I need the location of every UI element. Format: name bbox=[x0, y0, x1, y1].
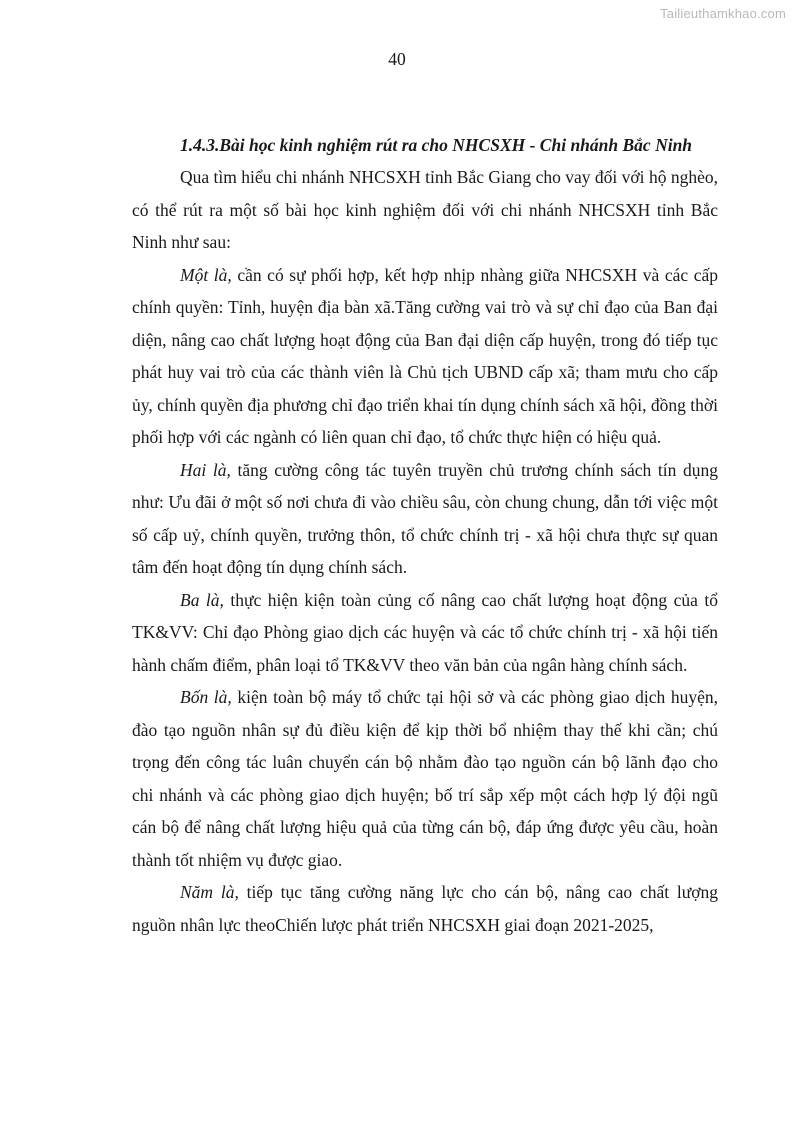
lesson-paragraph-2 bbox=[132, 454, 718, 584]
lesson-lead-2: Hai là, bbox=[180, 459, 231, 480]
lesson-paragraph-3 bbox=[132, 584, 718, 682]
page-number: 40 bbox=[388, 49, 406, 69]
section-heading: 1.4.3.Bài học kinh nghiệm rút ra cho NHCSXH - Chi nhánh Bắc Ninh bbox=[180, 135, 693, 155]
lesson-lead-5: Năm là, bbox=[180, 882, 239, 902]
lesson-text-4: kiện toàn bộ máy tổ chức tại hội sở và các phòng giao dịch huyện, đào tạo nguồn nhân sự đủ điều kiện để kịp thời bổ nhiệm thay thế khi cần; chú trọng đến công tác luân chuyển cán bộ nhằm đào tạo nguồn cán bộ lãnh đạo cho chi nhánh và các phòng giao dịch huyện; bố trí sắp xếp một cách hợp lý đội ngũ cán bộ để nâng chất lượng hiệu quả của từng cán bộ, đáp ứng được yêu cầu, hoàn thành tốt nhiệm vụ được giao. bbox=[132, 687, 718, 870]
watermark-text: Tailieuthamkhao.com bbox=[660, 6, 786, 21]
intro-paragraph: Qua tìm hiểu chi nhánh NHCSXH tỉnh Bắc Giang cho vay đối với hộ nghèo, có thể rút ra một số bài học kinh nghiệm đối với chi nhánh NHCSXH tỉnh Bắc Ninh như sau: bbox=[132, 167, 718, 252]
lesson-lead-1: Một là, bbox=[180, 264, 232, 285]
lesson-paragraph-5 bbox=[132, 876, 718, 941]
document-body bbox=[132, 129, 718, 941]
lesson-paragraph-1 bbox=[132, 259, 718, 454]
lesson-lead-3: Ba là, bbox=[180, 589, 224, 610]
lesson-lead-4: Bốn là, bbox=[180, 687, 232, 707]
lesson-paragraph-4 bbox=[132, 681, 718, 876]
lesson-text-5: tiếp tục tăng cường năng lực cho cán bộ, nâng cao chất lượng nguồn nhân lực theoChiến lược phát triển NHCSXH giai đoạn 2021-2025, bbox=[132, 882, 718, 935]
lesson-text-1: cần có sự phối hợp, kết hợp nhịp nhàng giữa NHCSXH và các cấp chính quyền: Tỉnh, huyện địa bàn xã.Tăng cường vai trò và sự chỉ đạo của Ban đại diện, nâng cao chất lượng hoạt động của Ban đại diện cấp huyện, trong đó tiếp tục phát huy vai trò của các thành viên là Chủ tịch UBND cấp xã; tham mưu cho cấp ủy, chính quyền địa phương chỉ đạo triển khai tín dụng chính sách xã hội, đồng thời phối hợp với các ngành có liên quan chỉ đạo, tổ chức thực hiện có hiệu quả. bbox=[132, 264, 718, 447]
lesson-text-2: tăng cường công tác tuyên truyền chủ trương chính sách tín dụng như: Ưu đãi ở một số nơi chưa đi vào chiều sâu, còn chung chung, dẫn tới việc một số cấp uỷ, chính quyền, trưởng thôn, tổ chức chính trị - xã hội chưa thực sự quan tâm đến hoạt động tín dụng chính sách. bbox=[132, 459, 718, 577]
lesson-text-3: thực hiện kiện toàn củng cố nâng cao chất lượng hoạt động của tổ TK&VV: Chỉ đạo Phòng giao dịch các huyện và các tổ chức chính trị - xã hội tiến hành chấm điểm, phân loại tổ TK&VV theo văn bản của ngân hàng chính sách. bbox=[132, 589, 718, 675]
